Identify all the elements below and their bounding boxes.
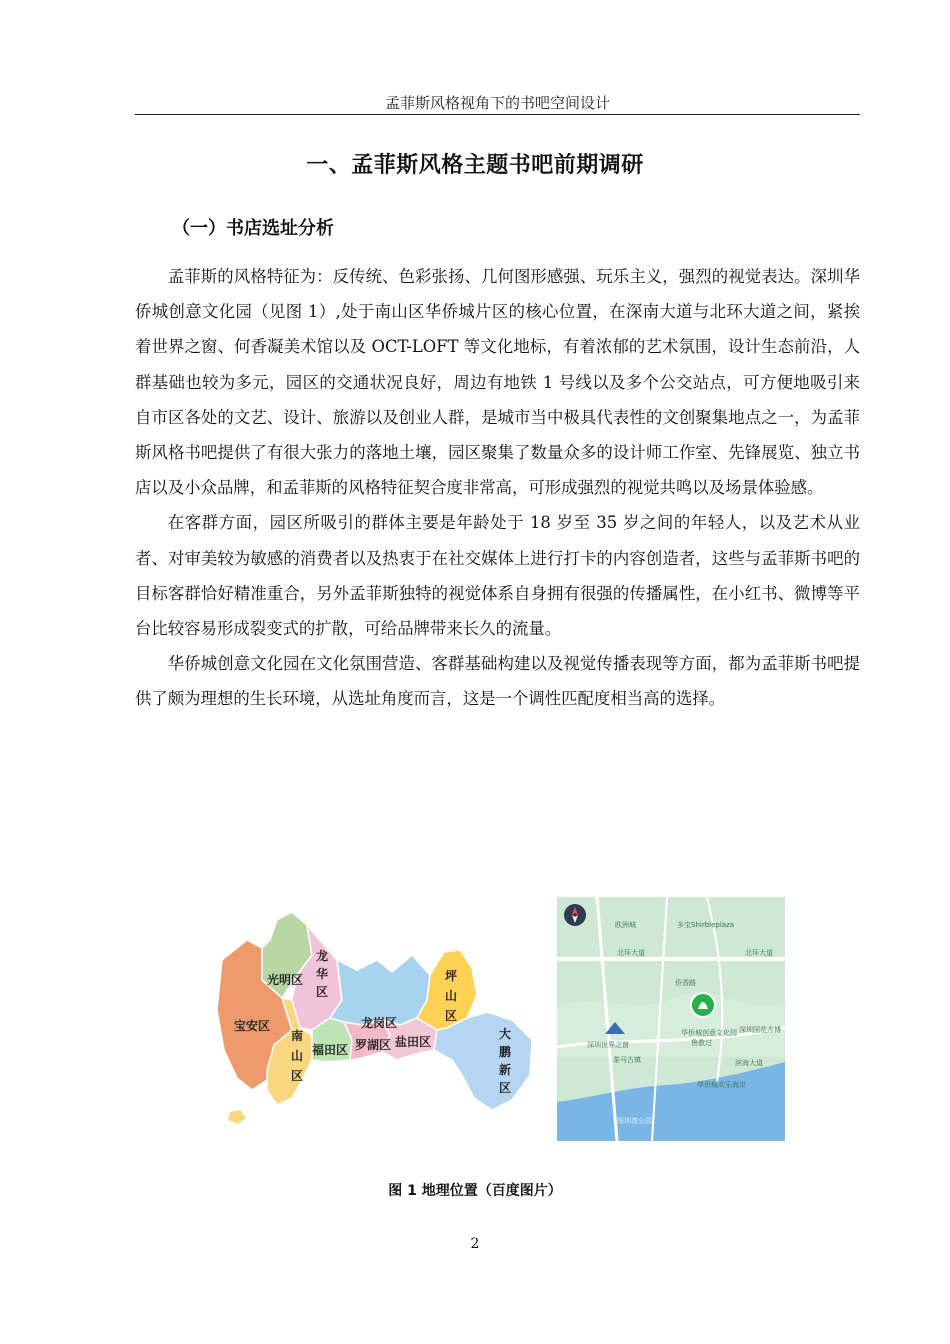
futian-label: 福田区	[312, 1043, 349, 1057]
map-label: 深圳国花卉博	[739, 1026, 781, 1034]
baoan-label: 宝安区	[234, 1019, 271, 1033]
map-label: 茶马古镇	[613, 1056, 641, 1064]
figure-caption: 图 1 地理位置（百度图片）	[388, 1183, 562, 1199]
longhua-label-1: 龙	[316, 949, 329, 963]
paragraph: 在客群方面，园区所吸引的群体主要是年龄处于 18 岁至 35 岁之间的年轻人，以及艺术从业者、对审美较为敏感的消费者以及热衷于在社交媒体上进行打卡的内容创造者，这些与孟菲斯书吧的目标客群恰好精准重合，另外孟菲斯独特的视觉体系自身拥有很强的传播属性，在小红书、微博等平台比较容易形成裂变式的扩散，可给品牌带来长久的流量。	[135, 513, 860, 639]
dapeng-district	[434, 1012, 532, 1110]
dapeng-label-1: 大	[499, 1027, 512, 1041]
nanshan-label-1: 南	[291, 1029, 304, 1043]
page-number: 2	[470, 1236, 480, 1252]
map-label: 滨海大道	[735, 1059, 763, 1067]
street-map	[557, 897, 785, 1141]
running-header: 孟菲斯风格视角下的书吧空间设计	[135, 92, 860, 115]
map-label: 华侨城欢乐海岸	[697, 1081, 746, 1089]
body-text	[135, 259, 860, 717]
longhua-label-3: 区	[316, 985, 329, 999]
yantian-label: 盐田区	[395, 1035, 432, 1049]
luohu-label: 罗湖区	[355, 1038, 392, 1052]
map-label: 华侨城创意文化园	[681, 1029, 737, 1037]
longgang-district	[330, 955, 430, 1025]
pingshan-label-2: 山	[445, 989, 458, 1003]
map-label: 北环大道	[745, 949, 773, 957]
map-label: 欧洲城	[615, 921, 636, 929]
map-label: 鲁教过	[691, 1039, 712, 1047]
pingshan-label-1: 坪	[445, 969, 458, 983]
island	[228, 1110, 246, 1124]
dapeng-label-2: 鹏	[499, 1045, 512, 1059]
nanshan-label-3: 区	[291, 1069, 304, 1083]
longhua-label-2: 华	[316, 967, 329, 981]
paragraph: 孟菲斯的风格特征为：反传统、色彩张扬、几何图形感强、玩乐主义，强烈的视觉表达。深圳华侨城创意文化园（见图 1）,处于南山区华侨城片区的核心位置，在深南大道与北环大道之间，紧挨着世界之窗、何香凝美术馆以及 OCT-LOFT 等文化地标，有着浓郁的艺术氛围，设计生态前沿，人群基础也较为多元，园区的交通状况良好，周边有地铁 1 号线以及多个公交站点，可方便地吸引来自市区各处的文艺、设计、旅游以及创业人群，是城市当中极具代表性的文创聚集地点之一，为孟菲斯风格书吧提供了有很大张力的落地土壤，园区聚集了数量众多的设计师工作室、先锋展览、独立书店以及小众品牌，和孟菲斯的风格特征契合度非常高，可形成强烈的视觉共鸣以及场景体验感。	[135, 267, 860, 498]
paragraph: 华侨城创意文化园在文化氛围营造、客群基础构建以及视觉传播表现等方面，都为孟菲斯书吧提供了颇为理想的生长环境，从选址角度而言，这是一个调性匹配度相当高的选择。	[135, 654, 860, 709]
guangming-label: 光明区	[267, 973, 304, 987]
longgang-label: 龙岗区	[361, 1016, 398, 1030]
map-label: 北环大道	[617, 949, 645, 957]
dapeng-label-3: 新	[499, 1063, 512, 1077]
map-label: 深圳湾公园	[617, 1117, 652, 1125]
chapter-heading: 一、孟菲斯风格主题书吧前期调研	[306, 153, 644, 178]
map-label: 侨香路	[675, 979, 696, 987]
map-label: 多宝Shirbleplaza	[677, 921, 735, 929]
shenzhen-district-map	[212, 900, 542, 1140]
section-heading: （一）书店选址分析	[172, 218, 334, 239]
pingshan-label-3: 区	[445, 1009, 458, 1023]
dapeng-label-4: 区	[499, 1081, 512, 1095]
nanshan-label-2: 山	[291, 1049, 304, 1063]
map-label: 深圳世界之窗	[587, 1041, 629, 1049]
